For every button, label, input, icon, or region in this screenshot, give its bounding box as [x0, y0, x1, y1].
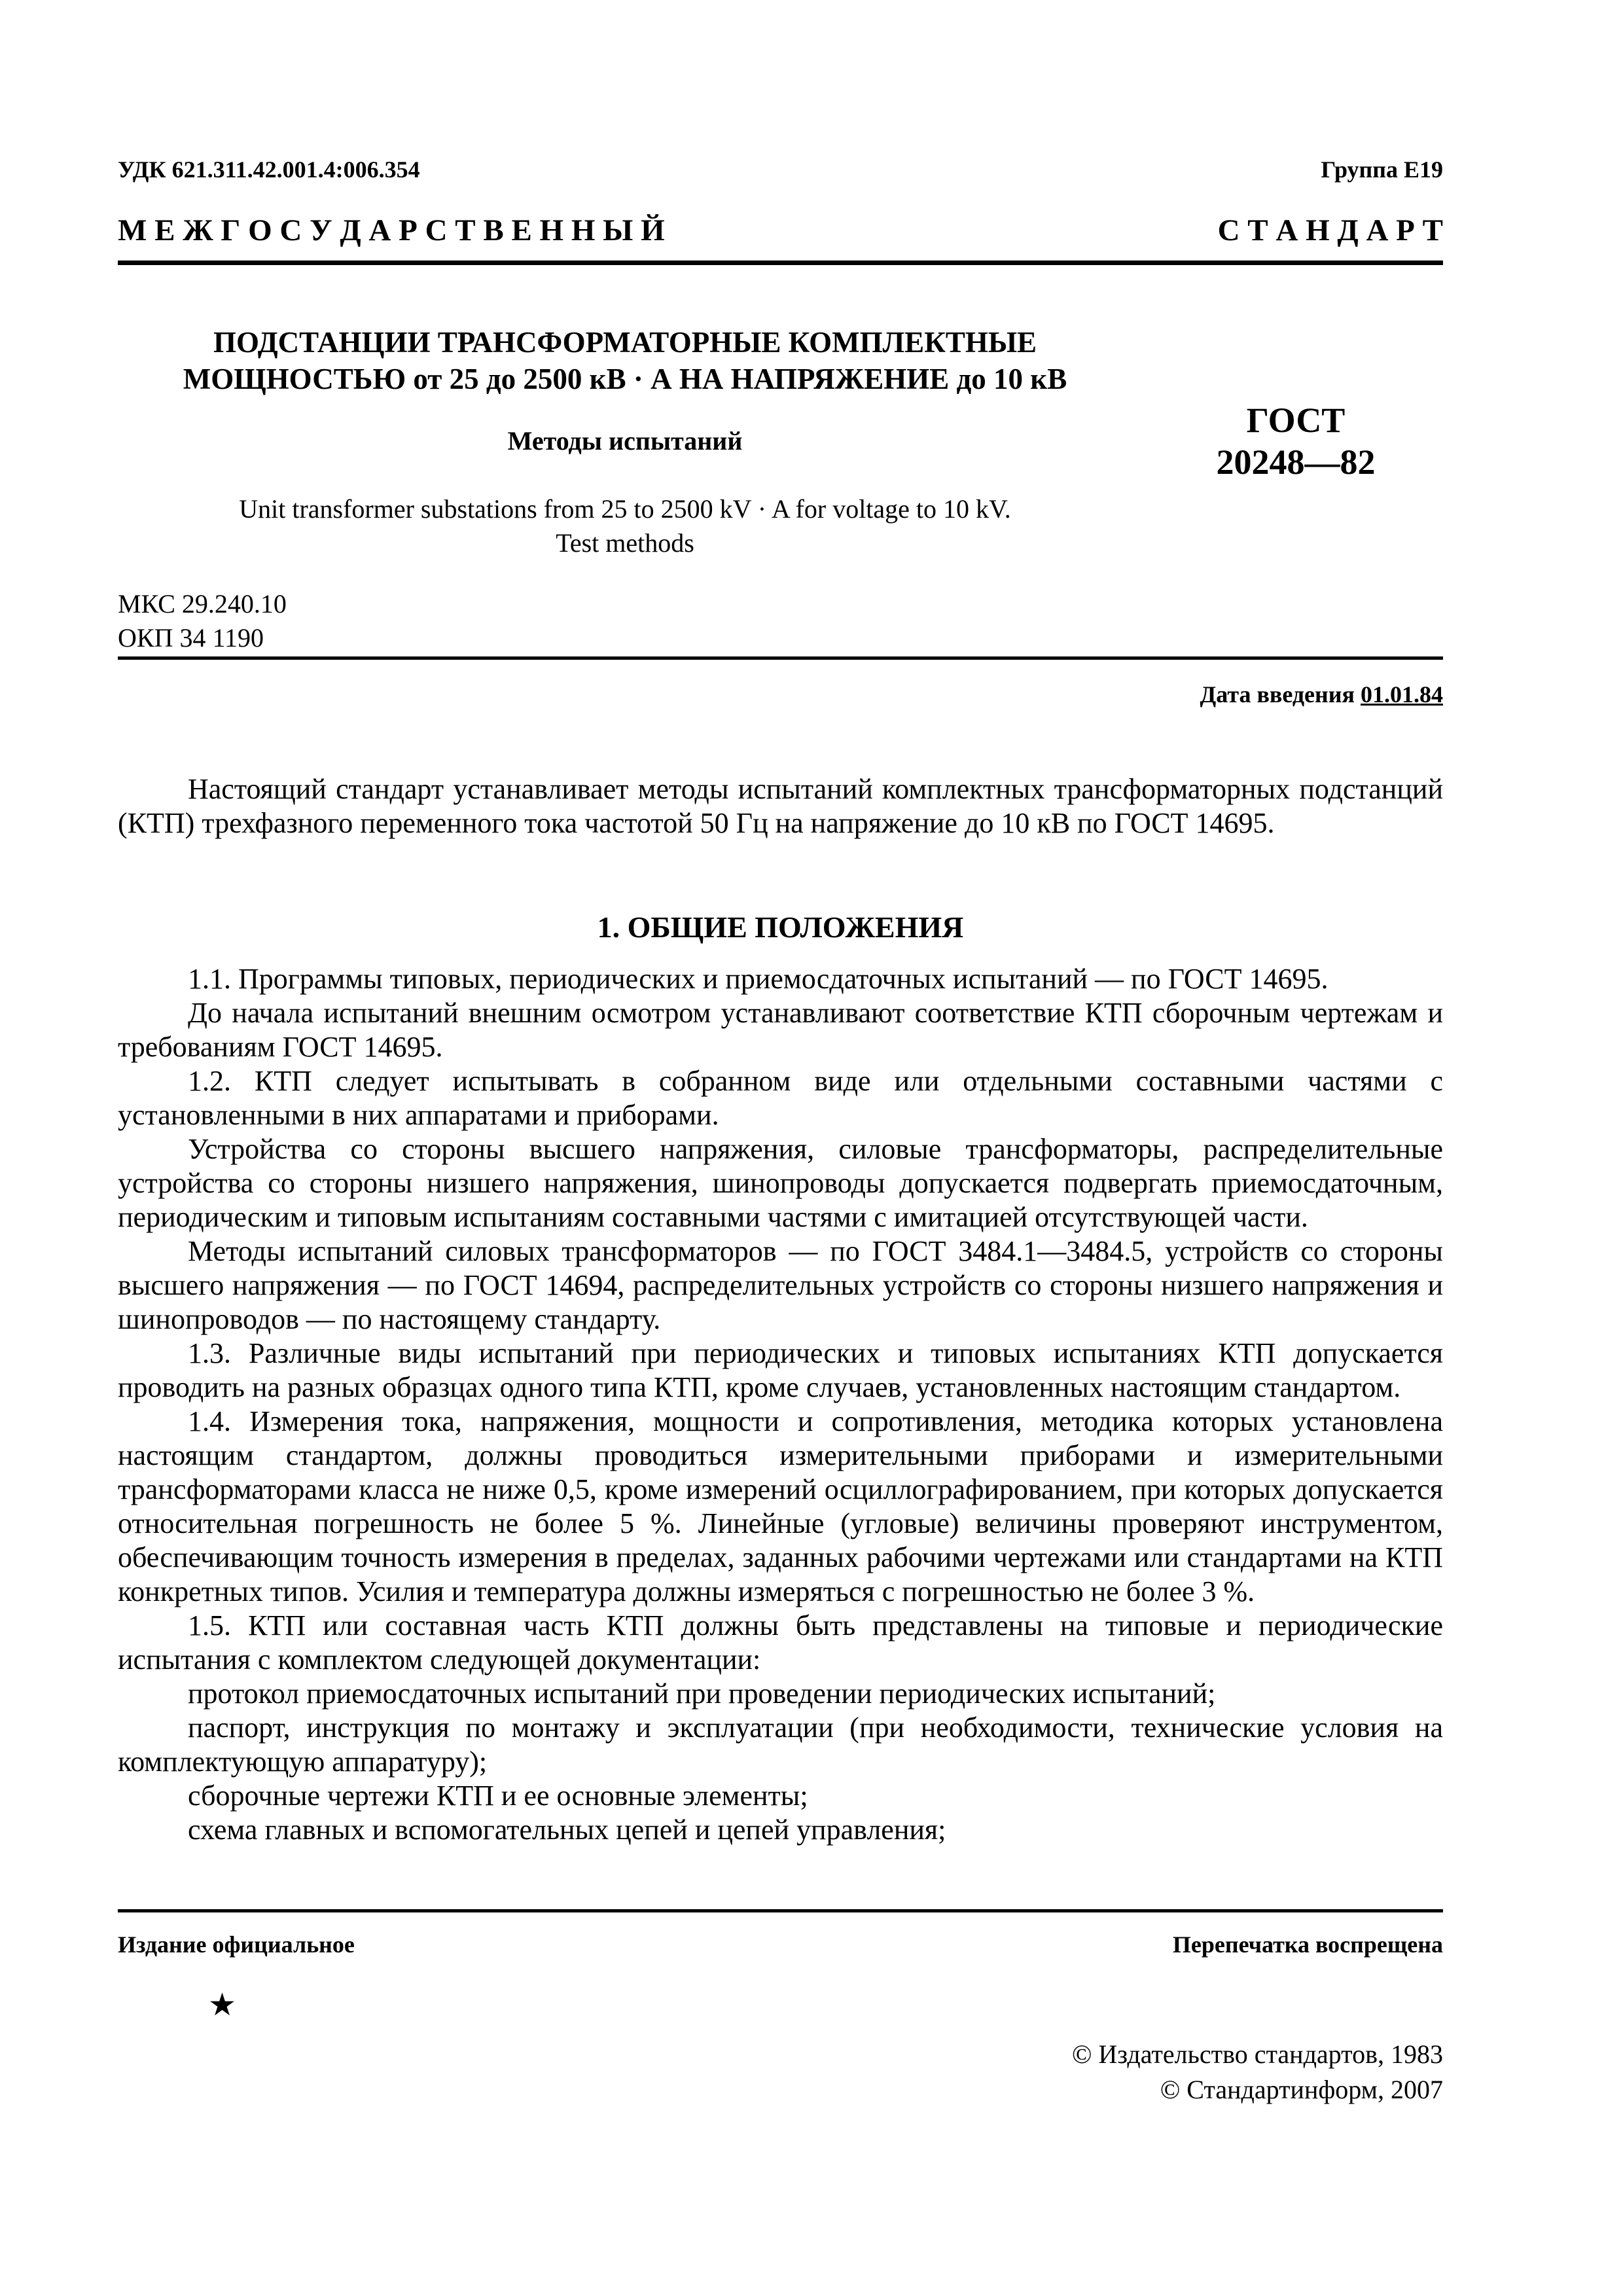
paragraph: 1.2. КТП следует испытывать в собранном виде или отдельными составными частями с установленными в них аппаратами и приборами. — [118, 1065, 1443, 1131]
standard-banner — [118, 213, 1443, 248]
reprint-notice: Перепечатка воспрещена — [1172, 1931, 1443, 1958]
list-item: паспорт, инструкция по монтажу и эксплуатации (при необходимости, технические условия на комплектующую аппаратуру); — [118, 1712, 1443, 1778]
paragraph: Методы испытаний силовых трансформаторов — по ГОСТ 3484.1—3484.5, устройств со стороны высшего напряжения — по ГОСТ 14694, распределительных устройств со стороны низшего напряжения и шинопроводов — по настоящему стандарту. — [118, 1235, 1443, 1335]
gost-number: 20248—82 — [1216, 442, 1376, 482]
intro-date-value: 01.01.84 — [1361, 681, 1443, 708]
star-icon: ★ — [208, 1988, 237, 2022]
okp-code: ОКП 34 1190 — [118, 623, 264, 653]
codes-rule — [118, 656, 1443, 660]
group-code: Группа Е19 — [1321, 156, 1443, 183]
document-title — [118, 324, 1132, 397]
mks-code: МКС 29.240.10 — [118, 589, 287, 619]
copyright-line-2: © Стандартинформ, 2007 — [1160, 2075, 1443, 2104]
intro-paragraph-block — [118, 772, 1443, 840]
list-item: сборочные чертежи КТП и ее основные элементы; — [188, 1780, 808, 1812]
intro-date-label: Дата введения — [1200, 681, 1355, 708]
paragraph: 1.4. Измерения тока, напряжения, мощности и сопротивления, методика которых установлена настоящим стандартом, должны проводиться измерительными приборами и измерительными трансформаторами класса не ниже 0,5, кроме измерений осциллографированием, при которых допускается относительная погрешность не более 5 %. Линейные (угловые) величины проверяют инструментом, обеспечивающим точность измерения в пределах, заданных рабочими чертежами или стандартами на КТП конкретных типов. Усилия и температура должны измеряться с погрешностью не более 3 %. — [118, 1405, 1443, 1607]
paragraph: До начала испытаний внешним осмотром устанавливают соответствие КТП сборочным чертежам и требованиям ГОСТ 14695. — [118, 997, 1443, 1063]
paragraph: 1.3. Различные виды испытаний при периодических и типовых испытаниях КТП допускается проводить на разных образцах одного типа КТП, кроме случаев, установленных настоящим стандартом. — [118, 1337, 1443, 1403]
top-rule — [118, 260, 1443, 265]
paragraph: 1.5. КТП или составная часть КТП должны быть представлены на типовые и периодические испытания с комплектом следующей документации: — [118, 1609, 1443, 1676]
section-heading: 1. ОБЩИЕ ПОЛОЖЕНИЯ — [597, 910, 964, 944]
copyright-line-1: © Издательство стандартов, 1983 — [1071, 2039, 1443, 2069]
english-title-line-2: Test methods — [556, 528, 694, 558]
section-body — [118, 962, 1443, 1847]
document-subtitle: Методы испытаний — [507, 426, 743, 456]
gost-designation — [1165, 399, 1427, 483]
title-line-1: ПОДСТАНЦИИ ТРАНСФОРМАТОРНЫЕ КОМПЛЕКТНЫЕ — [213, 326, 1037, 359]
banner-left: М Е Ж Г О С У Д А Р С Т В Е Н Н Ы Й — [118, 213, 665, 247]
gost-label: ГОСТ — [1246, 401, 1346, 440]
edition-label: Издание официальное — [118, 1931, 355, 1958]
footer-rule — [118, 1909, 1443, 1912]
list-item: протокол приемосдаточных испытаний при проведении периодических испытаний; — [188, 1677, 1216, 1710]
classification-codes — [118, 587, 287, 655]
intro-paragraph: Настоящий стандарт устанавливает методы испытаний комплектных трансформаторных подстанций (КТП) трехфазного переменного тока частотой 50 Гц на напряжение до 10 кВ по ГОСТ 14695. — [118, 773, 1443, 839]
paragraph: Устройства со стороны высшего напряжения, силовые трансформаторы, распределительные устройства со стороны низшего напряжения, шинопроводы допускается подвергать приемосдаточным, периодическим и типовым испытаниям составными частями с имитацией отсутствующей части. — [118, 1133, 1443, 1233]
english-title-line-1: Unit transformer substations from 25 to 2500 kV · A for voltage to 10 kV. — [239, 494, 1011, 524]
banner-right: С Т А Н Д А Р Т — [1217, 213, 1443, 247]
udk-code: УДК 621.311.42.001.4:006.354 — [118, 156, 420, 183]
title-line-2: МОЩНОСТЬЮ от 25 до 2500 кВ · А НА НАПРЯЖЕНИЕ до 10 кВ — [183, 363, 1067, 395]
english-title — [118, 492, 1132, 560]
paragraph: 1.1. Программы типовых, периодических и приемосдаточных испытаний — по ГОСТ 14695. — [188, 963, 1329, 995]
list-item: схема главных и вспомогательных цепей и цепей управления; — [188, 1814, 946, 1846]
copyright-block — [1072, 2037, 1443, 2108]
introduction-date — [1200, 681, 1444, 708]
